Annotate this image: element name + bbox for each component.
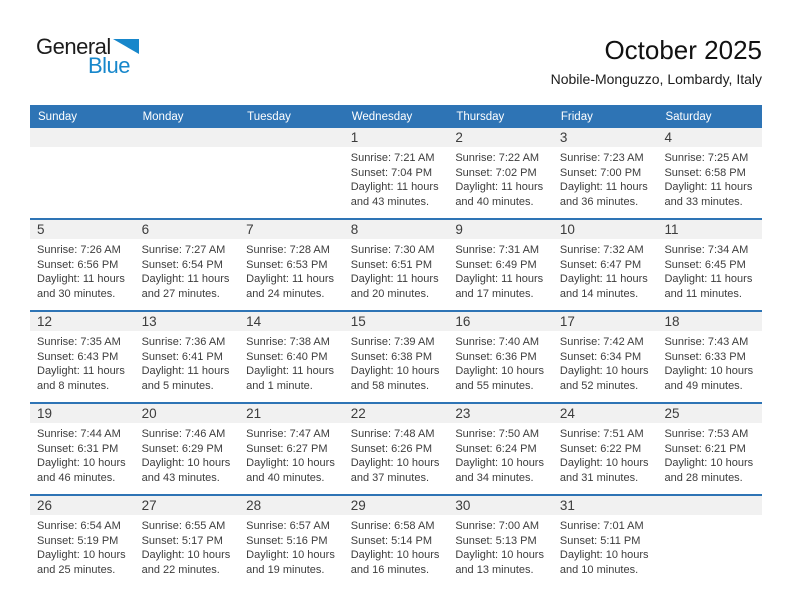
day-detail-line: Daylight: 10 hours	[559, 549, 649, 561]
week-row-1	[30, 128, 762, 218]
day-number: 31	[553, 496, 658, 515]
day-details	[239, 423, 344, 485]
day-detail-line: Daylight: 10 hours	[350, 457, 440, 469]
day-number: 4	[657, 128, 762, 147]
day-detail-line: and 34 minutes.	[455, 471, 534, 484]
day-detail-line: Sunrise: 6:58 AM	[350, 520, 435, 532]
day-detail-line: and 43 minutes.	[141, 471, 220, 484]
day-detail-line: Daylight: 10 hours	[559, 457, 649, 469]
day-cell-22	[344, 404, 449, 494]
day-details	[448, 239, 553, 301]
day-cell-9	[448, 220, 553, 310]
day-cell-28	[239, 496, 344, 586]
logo-blue-text: Blue	[88, 53, 131, 78]
day-cell-15	[344, 312, 449, 402]
day-detail-line: Sunset: 7:02 PM	[455, 166, 537, 179]
day-detail-line: Sunset: 6:27 PM	[246, 442, 328, 455]
day-cell-5	[30, 220, 135, 310]
day-number: 27	[135, 496, 240, 515]
day-number: 17	[553, 312, 658, 331]
day-details	[135, 515, 240, 577]
day-detail-line: and 11 minutes.	[664, 287, 742, 300]
title-block	[551, 36, 762, 87]
day-detail-line: Daylight: 10 hours	[37, 457, 126, 469]
day-detail-line: Daylight: 11 hours	[37, 365, 125, 377]
day-detail-line: Sunrise: 7:27 AM	[141, 244, 226, 256]
day-cell-14	[239, 312, 344, 402]
day-detail-line: Sunset: 6:53 PM	[246, 258, 328, 271]
day-details	[239, 331, 344, 393]
day-detail-line: and 43 minutes.	[350, 195, 430, 208]
day-detail-line: Sunrise: 7:25 AM	[664, 152, 749, 164]
day-detail-line: and 14 minutes.	[559, 287, 639, 300]
day-detail-line: and 5 minutes.	[141, 379, 214, 392]
day-number: 2	[448, 128, 553, 147]
day-detail-line: Sunrise: 7:46 AM	[141, 428, 226, 440]
day-details	[657, 147, 762, 209]
day-cell-20	[135, 404, 240, 494]
day-detail-line: and 19 minutes.	[246, 563, 325, 576]
day-number: 26	[30, 496, 135, 515]
logo-general-text: General	[36, 34, 111, 59]
day-detail-line: Sunrise: 6:55 AM	[141, 520, 226, 532]
day-detail-line: Daylight: 10 hours	[37, 549, 126, 561]
day-number: 18	[657, 312, 762, 331]
day-detail-line: Daylight: 11 hours	[455, 273, 544, 285]
day-detail-line: Sunrise: 7:53 AM	[664, 428, 749, 440]
day-cell-10	[553, 220, 658, 310]
day-detail-line: Daylight: 10 hours	[455, 549, 544, 561]
day-cell-18	[657, 312, 762, 402]
day-detail-line: and 52 minutes.	[559, 379, 639, 392]
day-detail-line: Daylight: 11 hours	[664, 273, 753, 285]
day-details	[239, 515, 344, 577]
day-detail-line: Sunrise: 7:00 AM	[455, 520, 540, 532]
day-detail-line: and 30 minutes.	[37, 287, 116, 300]
day-details	[30, 147, 135, 151]
day-cell-7	[239, 220, 344, 310]
day-number: 7	[239, 220, 344, 239]
day-detail-line: Sunset: 5:11 PM	[559, 534, 641, 547]
day-cell-8	[344, 220, 449, 310]
day-detail-line: Sunset: 6:26 PM	[350, 442, 433, 455]
day-number: 11	[657, 220, 762, 239]
day-detail-line: Sunset: 6:56 PM	[37, 258, 119, 271]
day-number: 19	[30, 404, 135, 423]
day-cell-19	[30, 404, 135, 494]
day-detail-line: Sunrise: 7:31 AM	[455, 244, 540, 256]
day-detail-line: Sunrise: 7:26 AM	[37, 244, 121, 256]
day-details	[344, 147, 449, 209]
day-cell-29	[344, 496, 449, 586]
weekday-header-wednesday: Wednesday	[351, 110, 413, 123]
day-detail-line: and 13 minutes.	[455, 563, 534, 576]
day-details	[30, 239, 135, 301]
weekday-header-thursday: Thursday	[456, 110, 505, 123]
day-detail-line: Sunset: 6:34 PM	[559, 350, 642, 363]
day-detail-line: Sunset: 6:38 PM	[350, 350, 433, 363]
day-number: 8	[344, 220, 449, 239]
day-cell-16	[448, 312, 553, 402]
day-detail-line: Sunrise: 7:22 AM	[455, 152, 540, 164]
day-detail-line: and 36 minutes.	[559, 195, 639, 208]
day-detail-line: and 31 minutes.	[559, 471, 639, 484]
day-detail-line: Daylight: 10 hours	[141, 457, 231, 469]
day-details	[448, 515, 553, 577]
day-detail-line: Sunset: 6:47 PM	[559, 258, 642, 271]
day-details	[553, 515, 658, 577]
logo-triangle-icon	[113, 39, 139, 54]
day-detail-line: and 40 minutes.	[246, 471, 325, 484]
day-detail-line: Daylight: 10 hours	[246, 457, 335, 469]
day-detail-line: Sunset: 6:21 PM	[664, 442, 746, 455]
day-detail-line: Sunset: 5:16 PM	[246, 534, 328, 547]
day-detail-line: Sunrise: 7:40 AM	[455, 336, 540, 348]
day-details	[135, 239, 240, 301]
day-number: 1	[344, 128, 449, 147]
day-detail-line: and 27 minutes.	[141, 287, 220, 300]
day-detail-line: Daylight: 10 hours	[455, 457, 544, 469]
day-detail-line: Sunset: 6:29 PM	[141, 442, 223, 455]
weekday-header-tuesday: Tuesday	[247, 110, 291, 123]
day-details	[30, 515, 135, 577]
day-detail-line: and 10 minutes.	[559, 563, 639, 576]
day-detail-line: Daylight: 11 hours	[141, 273, 230, 285]
day-detail-line: Sunset: 6:51 PM	[350, 258, 433, 271]
day-details	[344, 239, 449, 301]
day-detail-line: Daylight: 11 hours	[559, 181, 648, 193]
day-detail-line: Sunrise: 7:43 AM	[664, 336, 749, 348]
day-details	[553, 331, 658, 393]
day-details	[135, 423, 240, 485]
day-detail-line: and 55 minutes.	[455, 379, 534, 392]
day-detail-line: Daylight: 10 hours	[350, 549, 440, 561]
day-detail-line: Daylight: 11 hours	[559, 273, 648, 285]
day-detail-line: Sunset: 5:17 PM	[141, 534, 223, 547]
day-detail-line: and 37 minutes.	[350, 471, 430, 484]
day-detail-line: Sunrise: 7:01 AM	[559, 520, 644, 532]
day-detail-line: Daylight: 10 hours	[141, 549, 231, 561]
day-detail-line: and 25 minutes.	[37, 563, 116, 576]
day-detail-line: and 24 minutes.	[246, 287, 325, 300]
day-detail-line: Daylight: 11 hours	[141, 365, 230, 377]
day-cell-empty	[135, 128, 240, 218]
weekday-header-friday: Friday	[560, 110, 593, 123]
day-detail-line: Sunset: 6:49 PM	[455, 258, 537, 271]
day-number: 30	[448, 496, 553, 515]
week-row-3	[30, 310, 762, 402]
day-cell-11	[657, 220, 762, 310]
day-number: 22	[344, 404, 449, 423]
weekday-header-monday: Monday	[142, 110, 184, 123]
day-detail-line: Daylight: 10 hours	[664, 457, 754, 469]
day-detail-line: Sunrise: 7:35 AM	[37, 336, 121, 348]
day-cell-4	[657, 128, 762, 218]
day-cell-empty	[30, 128, 135, 218]
day-detail-line: and 49 minutes.	[664, 379, 743, 392]
day-number	[30, 128, 135, 147]
day-detail-line: Daylight: 11 hours	[246, 273, 335, 285]
day-detail-line: Sunrise: 7:47 AM	[246, 428, 330, 440]
day-cell-26	[30, 496, 135, 586]
day-detail-line: and 16 minutes.	[350, 563, 430, 576]
day-detail-line: Daylight: 10 hours	[455, 365, 544, 377]
day-details	[553, 239, 658, 301]
day-details	[239, 239, 344, 301]
day-detail-line: Sunrise: 7:21 AM	[350, 152, 435, 164]
day-detail-line: Daylight: 10 hours	[559, 365, 649, 377]
day-detail-line: and 1 minute.	[246, 379, 313, 392]
day-number: 29	[344, 496, 449, 515]
day-number: 12	[30, 312, 135, 331]
day-detail-line: Sunrise: 7:34 AM	[664, 244, 749, 256]
day-detail-line: Daylight: 11 hours	[350, 181, 439, 193]
week-row-4	[30, 402, 762, 494]
weekday-header-sunday: Sunday	[38, 110, 78, 123]
day-detail-line: Sunset: 6:41 PM	[141, 350, 223, 363]
day-number: 16	[448, 312, 553, 331]
day-detail-line: Daylight: 10 hours	[350, 365, 440, 377]
day-detail-line: Sunset: 6:22 PM	[559, 442, 642, 455]
day-cell-empty	[239, 128, 344, 218]
week-row-2	[30, 218, 762, 310]
day-detail-line: and 40 minutes.	[455, 195, 534, 208]
day-detail-line: Sunset: 7:04 PM	[350, 166, 433, 179]
page-header	[36, 36, 762, 87]
day-cell-3	[553, 128, 658, 218]
day-detail-line: Sunrise: 7:36 AM	[141, 336, 226, 348]
day-details	[448, 331, 553, 393]
calendar-grid	[30, 105, 762, 586]
day-detail-line: and 28 minutes.	[664, 471, 743, 484]
weekday-header-saturday: Saturday	[665, 110, 712, 123]
day-detail-line: Daylight: 10 hours	[664, 365, 754, 377]
day-number: 6	[135, 220, 240, 239]
day-detail-line: and 17 minutes.	[455, 287, 534, 300]
day-details	[657, 239, 762, 301]
day-number: 20	[135, 404, 240, 423]
day-cell-25	[657, 404, 762, 494]
day-detail-line: Sunrise: 7:32 AM	[559, 244, 644, 256]
day-detail-line: Sunset: 6:36 PM	[455, 350, 537, 363]
day-detail-line: Daylight: 11 hours	[246, 365, 335, 377]
day-details	[344, 423, 449, 485]
day-number	[657, 496, 762, 515]
day-cell-31	[553, 496, 658, 586]
day-detail-line: Daylight: 10 hours	[246, 549, 335, 561]
day-detail-line: Sunset: 6:45 PM	[664, 258, 746, 271]
day-number: 14	[239, 312, 344, 331]
day-details	[657, 331, 762, 393]
day-number: 5	[30, 220, 135, 239]
day-detail-line: Sunrise: 7:51 AM	[559, 428, 644, 440]
day-details	[135, 147, 240, 151]
day-cell-21	[239, 404, 344, 494]
day-number: 21	[239, 404, 344, 423]
day-cell-6	[135, 220, 240, 310]
day-detail-line: Sunrise: 7:44 AM	[37, 428, 121, 440]
day-cell-24	[553, 404, 658, 494]
day-detail-line: Sunset: 5:13 PM	[455, 534, 537, 547]
day-number: 25	[657, 404, 762, 423]
day-detail-line: Sunrise: 7:30 AM	[350, 244, 435, 256]
day-details	[553, 147, 658, 209]
day-detail-line: Sunset: 7:00 PM	[559, 166, 642, 179]
day-details	[239, 147, 344, 151]
day-details	[135, 331, 240, 393]
day-detail-line: Daylight: 11 hours	[664, 181, 753, 193]
day-cell-23	[448, 404, 553, 494]
day-detail-line: Sunset: 6:40 PM	[246, 350, 328, 363]
day-details	[448, 147, 553, 209]
day-cell-27	[135, 496, 240, 586]
day-number	[239, 128, 344, 147]
day-number: 10	[553, 220, 658, 239]
day-number	[135, 128, 240, 147]
day-cell-17	[553, 312, 658, 402]
day-detail-line: Sunrise: 7:38 AM	[246, 336, 330, 348]
day-details	[30, 423, 135, 485]
day-detail-line: and 33 minutes.	[664, 195, 743, 208]
day-details	[553, 423, 658, 485]
day-details	[448, 423, 553, 485]
day-cell-2	[448, 128, 553, 218]
day-detail-line: and 46 minutes.	[37, 471, 116, 484]
location-subtitle: Nobile-Monguzzo, Lombardy, Italy	[550, 71, 762, 87]
day-detail-line: Sunset: 5:19 PM	[37, 534, 119, 547]
day-details	[30, 331, 135, 393]
day-number: 23	[448, 404, 553, 423]
day-details	[657, 515, 762, 519]
day-detail-line: Daylight: 11 hours	[350, 273, 439, 285]
weekday-header-row	[30, 105, 762, 128]
day-detail-line: Sunset: 6:58 PM	[664, 166, 746, 179]
day-detail-line: Sunrise: 7:28 AM	[246, 244, 330, 256]
day-cell-12	[30, 312, 135, 402]
day-detail-line: Daylight: 11 hours	[455, 181, 544, 193]
day-detail-line: Daylight: 11 hours	[37, 273, 125, 285]
day-detail-line: Sunset: 6:33 PM	[664, 350, 746, 363]
day-detail-line: and 8 minutes.	[37, 379, 110, 392]
day-detail-line: and 58 minutes.	[350, 379, 430, 392]
general-blue-logo	[36, 36, 176, 80]
day-detail-line: Sunset: 6:31 PM	[37, 442, 119, 455]
day-number: 9	[448, 220, 553, 239]
day-detail-line: Sunset: 6:24 PM	[455, 442, 537, 455]
calendar-weeks	[30, 128, 762, 586]
day-number: 15	[344, 312, 449, 331]
day-details	[344, 515, 449, 577]
day-detail-line: Sunrise: 7:23 AM	[559, 152, 644, 164]
month-title: October 2025	[604, 35, 762, 65]
day-detail-line: and 22 minutes.	[141, 563, 220, 576]
day-detail-line: Sunrise: 6:57 AM	[246, 520, 330, 532]
day-cell-empty	[657, 496, 762, 586]
day-detail-line: and 20 minutes.	[350, 287, 430, 300]
day-cell-1	[344, 128, 449, 218]
day-number: 13	[135, 312, 240, 331]
day-detail-line: Sunrise: 7:39 AM	[350, 336, 435, 348]
day-details	[657, 423, 762, 485]
day-detail-line: Sunrise: 7:42 AM	[559, 336, 644, 348]
day-detail-line: Sunrise: 7:50 AM	[455, 428, 540, 440]
day-detail-line: Sunrise: 6:54 AM	[37, 520, 121, 532]
week-row-5	[30, 494, 762, 586]
day-number: 24	[553, 404, 658, 423]
day-detail-line: Sunset: 6:54 PM	[141, 258, 223, 271]
day-details	[344, 331, 449, 393]
day-number: 3	[553, 128, 658, 147]
day-cell-13	[135, 312, 240, 402]
day-detail-line: Sunrise: 7:48 AM	[350, 428, 435, 440]
day-cell-30	[448, 496, 553, 586]
day-detail-line: Sunset: 6:43 PM	[37, 350, 119, 363]
day-number: 28	[239, 496, 344, 515]
day-detail-line: Sunset: 5:14 PM	[350, 534, 433, 547]
